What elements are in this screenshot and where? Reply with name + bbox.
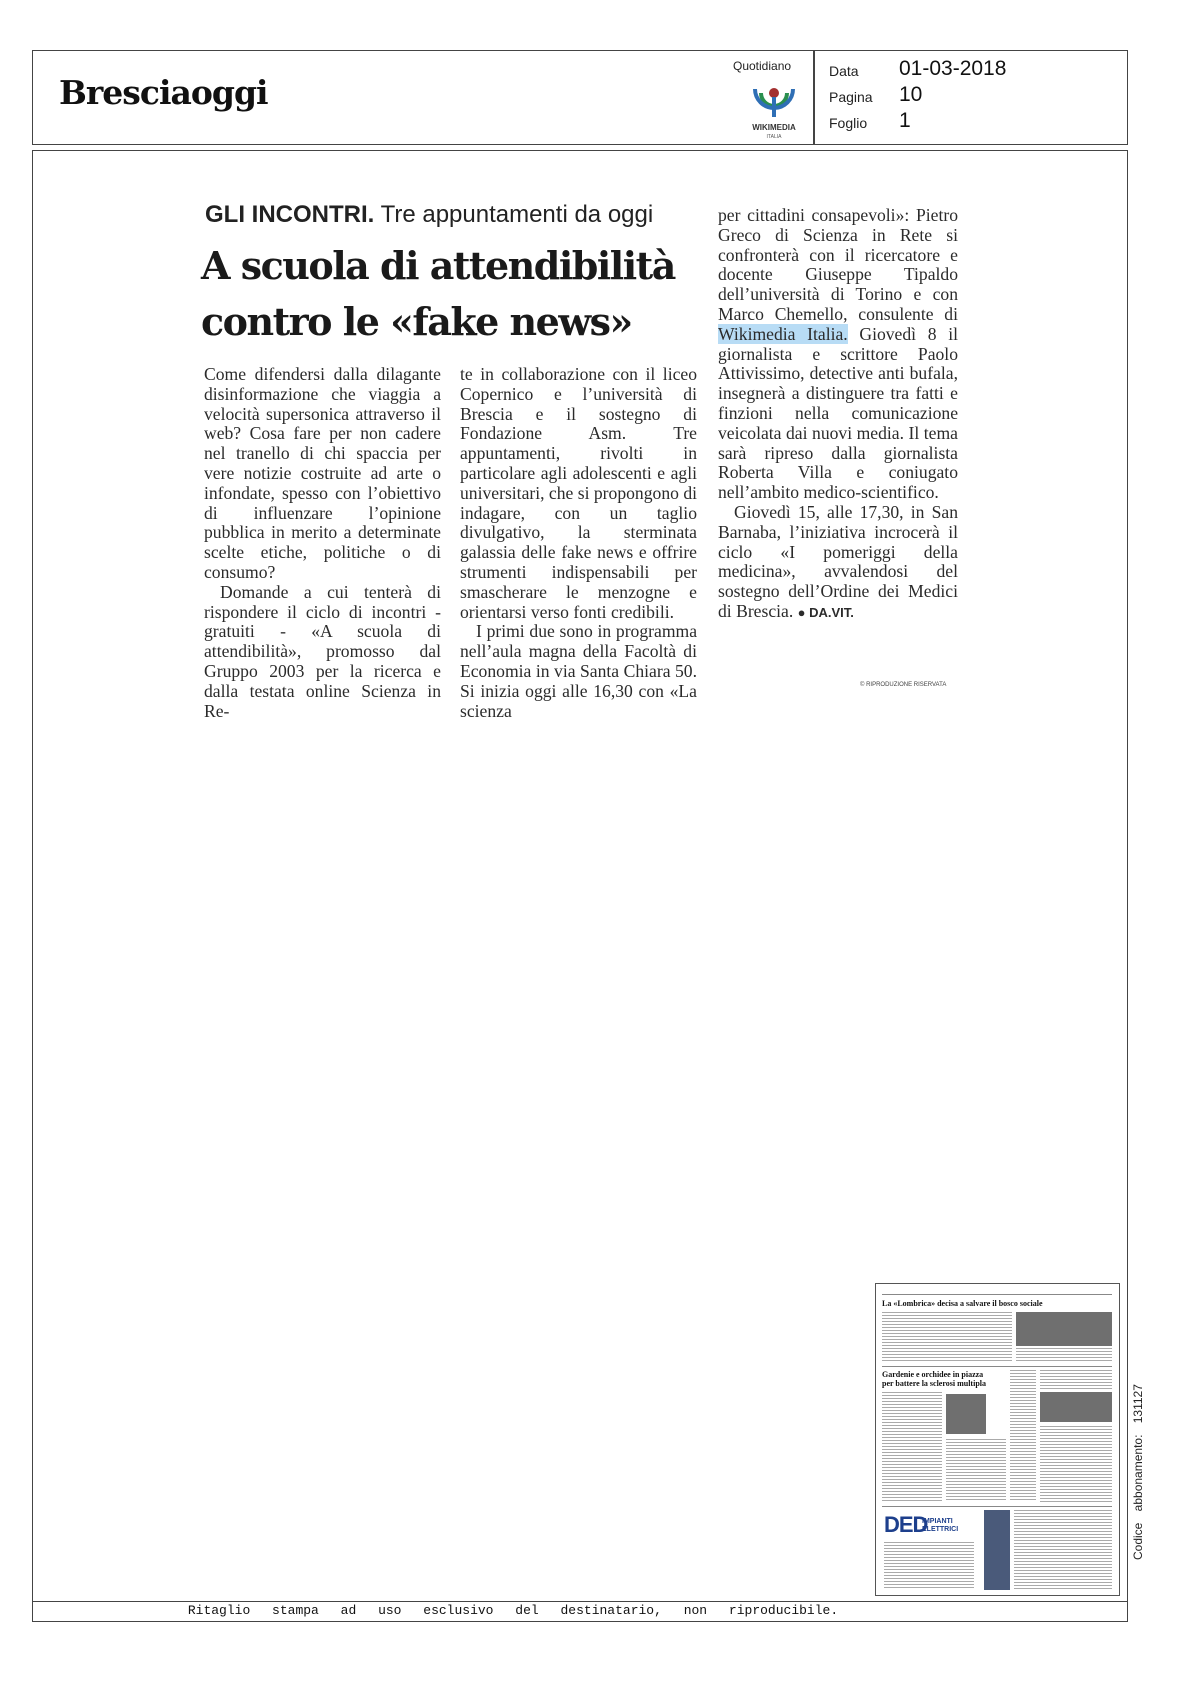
article-column-3: [718, 206, 958, 623]
thumb-rule: [882, 1366, 1112, 1367]
page-value: 10: [899, 83, 923, 106]
subscription-code: Codice abbonamento: 131127: [1131, 1384, 1145, 1560]
thumb-rule: [882, 1506, 1112, 1507]
copyright-note: © RIPRODUZIONE RISERVATA: [860, 682, 947, 688]
thumb-text-block: [1040, 1426, 1112, 1502]
ad-brand: DED: [884, 1512, 928, 1537]
article-kicker: GLI INCONTRI. Tre appuntamenti da oggi: [205, 201, 654, 228]
thumb-photo: [984, 1510, 1010, 1590]
author-signature: ● DA.VIT.: [797, 604, 854, 620]
footer-box: [32, 1602, 1128, 1622]
sheet-value: 1: [899, 109, 911, 132]
thumb-photo: [1016, 1312, 1112, 1346]
paragraph: te in collaborazione con il liceo Copernico e l’università di Brescia e il sostegno di Fondazione Asm. Tre appuntamenti, rivolti in particolare agli adolescenti e agli universitari, che si propongono di indagare, con un taglio divulgativo, la sterminata galassia delle fake news e offrire strumenti indispensabili per smascherare le menzogne e orientarsi verso fonti credibili.: [460, 364, 697, 622]
page-label: Pagina: [829, 89, 873, 105]
thumb-text-block: [946, 1439, 1006, 1502]
thumb-headline: Gardenie e orchidee in piazza: [882, 1370, 984, 1379]
page-thumbnail: [875, 1283, 1120, 1596]
date-label: Data: [829, 63, 859, 79]
thumb-text-block: [1016, 1348, 1112, 1362]
thumb-photo: [1040, 1392, 1112, 1422]
thumb-text-block: [1010, 1370, 1036, 1502]
paragraph: I primi due sono in programma nell’aula magna della Facoltà di Economia in via Santa Chiara 50. Si inizia oggi alle 16,30 con «La scienza: [460, 621, 697, 721]
date-value: 01-03-2018: [899, 57, 1007, 80]
thumb-text-block: [882, 1312, 1012, 1362]
thumb-text-block: [1014, 1510, 1112, 1590]
thumb-text-block: [884, 1542, 974, 1588]
thumb-text-block: [882, 1392, 942, 1502]
newspaper-masthead: Bresciaoggi: [59, 73, 268, 112]
header-meta-box: [814, 50, 1128, 145]
paragraph: Come difendersi dalla dilagante disinformazione che viaggia a velocità supersonica attraverso il web? Cosa fare per non cadere nel tranello di chi spaccia per vere notizie costruite ad arte o infondate, spesso con l’obiettivo di influenzare l’opinione pubblica in merito a determinate scelte etiche, politiche o di consumo?: [204, 364, 441, 582]
thumb-text-block: [1040, 1370, 1112, 1390]
paragraph: Giovedì 15, alle 17,30, in San Barnaba, l’iniziativa incrocerà il ciclo «I pomeriggi della medicina», avvalendosi del sostegno dell’Ordine dei Medici di Brescia. ● DA.VIT.: [718, 501, 958, 621]
article-column-1: [204, 365, 441, 721]
highlighted-term: Wikimedia Italia.: [718, 323, 848, 344]
logo-subtext: ITALIA: [766, 134, 782, 140]
logo-text: WIKIMEDIA: [752, 123, 796, 132]
article-column-2: [460, 365, 697, 721]
header-masthead-box: [32, 50, 814, 145]
paragraph: Domande a cui tenterà di rispondere il ciclo di incontri - gratuiti - «A scuola di attendibilità», promosso dal Gruppo 2003 per la ricerca e dalla testata online Scienza in Re-: [204, 581, 441, 721]
thumb-headline: La «Lombrica» decisa a salvare il bosco sociale: [882, 1299, 1043, 1308]
sheet-label: Foglio: [829, 115, 868, 131]
footer-notice: Ritaglio stampa ad uso esclusivo del destinatario, non riproducibile.: [187, 1603, 839, 1618]
thumb-rule: [882, 1294, 1112, 1295]
ad-subtitle: IMPIANTI ELETTRICI: [922, 1518, 959, 1533]
thumb-headline: per battere la sclerosi multipla: [882, 1379, 986, 1388]
paragraph: per cittadini consapevoli»: Pietro Greco di Scienza in Rete si confronterà con il ricercatore e docente Giuseppe Tipaldo dell’università di Torino e con Marco Chemello, consulente di Wikimedia Italia. Giovedì 8 il giornalista e scrittore Paolo Attivissimo, detective anti bufala, insegnerà a distinguere tra fatti e finzioni nella comunicazione veicolata dai nuovi media. Il tema sarà ripreso dalla giornalista Roberta Villa e coniugato nell’ambito medico-scientifico.: [718, 205, 958, 503]
publication-type: Quotidiano: [733, 59, 792, 73]
thumb-photo: [946, 1394, 986, 1434]
article-headline: A scuola di attendibilità contro le «fake news»: [201, 243, 675, 344]
